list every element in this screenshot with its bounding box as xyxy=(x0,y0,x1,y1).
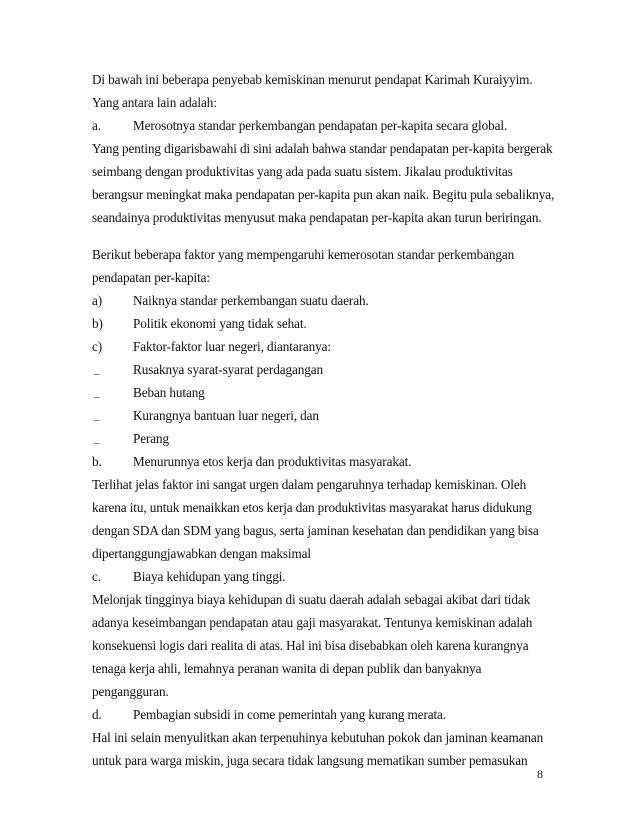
paragraph-3-line-2: pendapatan per-kapita: xyxy=(92,270,210,285)
paragraph-2-line-3: berangsur meningkat maka pendapatan per-kapita pun akan naik. Begitu pula sebaliknya, xyxy=(92,187,555,202)
factor-marker-a: a) xyxy=(92,293,103,308)
list-item-c-text: Biaya kehidupan yang tinggi. xyxy=(133,569,286,584)
paragraph-5-line-3: konsekuensi logis dari realita di atas. Hal ini bisa disebabkan oleh karena kurangnya xyxy=(92,638,529,653)
list-item-b-text: Menurunnya etos kerja dan produktivitas masyarakat. xyxy=(133,454,412,469)
paragraph-4-line-4: dipertanggungjawabkan dengan maksimal xyxy=(92,546,311,561)
dash-marker: _ xyxy=(94,364,100,376)
subfactor-text-2: Beban hutang xyxy=(133,385,205,400)
paragraph-5-line-5: pengangguran. xyxy=(92,684,169,699)
list-marker-c: c. xyxy=(92,569,101,584)
list-item-a-text: Merosotnya standar perkembangan pendapatan per-kapita secara global. xyxy=(133,118,508,133)
list-marker-d: d. xyxy=(92,707,102,722)
list-item-d-text: Pembagian subsidi in come pemerintah yang kurang merata. xyxy=(133,707,447,722)
paragraph-5-line-2: adanya keseimbangan pendapatan atau gaji masyarakat. Tentunya kemiskinan adalah xyxy=(92,615,533,630)
page-number: 8 xyxy=(537,767,543,781)
subfactor-text-1: Rusaknya syarat-syarat perdagangan xyxy=(133,362,323,377)
factor-marker-c: c) xyxy=(92,339,103,354)
paragraph-1-line-1: Di bawah ini beberapa penyebab kemiskinan menurut pendapat Karimah Kuraiyyim. xyxy=(92,72,533,87)
paragraph-3-line-1: Berikut beberapa faktor yang mempengaruhi kemerosotan standar perkembangan xyxy=(92,247,515,262)
paragraph-2-line-2: seimbang dengan produktivitas yang ada pada suatu sistem. Jikalau produktivitas xyxy=(92,164,513,179)
paragraph-2-line-1: Yang penting digarisbawahi di sini adalah bahwa standar pendapatan per-kapita bergerak xyxy=(92,141,553,156)
dash-marker: _ xyxy=(94,410,100,422)
dash-marker: _ xyxy=(94,387,100,399)
paragraph-4-line-3: dengan SDA dan SDM yang bagus, serta jaminan kesehatan dan pendidikan yang bisa xyxy=(92,523,539,538)
paragraph-4-line-2: karena itu, untuk menaikkan etos kerja dan produktivitas masyarakat harus didukung xyxy=(92,500,532,515)
paragraph-6-line-2: untuk para warga miskin, juga secara tidak langsung mematikan sumber pemasukan xyxy=(92,753,528,768)
paragraph-5-line-4: tenaga kerja ahli, lemahnya peranan wanita di depan publik dan banyaknya xyxy=(92,661,482,676)
factor-marker-b: b) xyxy=(92,316,103,331)
paragraph-4-line-1: Terlihat jelas faktor ini sangat urgen dalam pengaruhnya terhadap kemiskinan. Oleh xyxy=(92,477,527,492)
factor-text-b: Politik ekonomi yang tidak sehat. xyxy=(133,316,307,331)
paragraph-1-line-2: Yang antara lain adalah: xyxy=(92,95,217,110)
dash-marker: _ xyxy=(94,433,100,445)
list-marker-a: a. xyxy=(92,118,101,133)
list-marker-b: b. xyxy=(92,454,102,469)
paragraph-2-line-4: seandainya produktivitas menyusut maka pendapatan per-kapita akan turun beriringan. xyxy=(92,210,542,225)
paragraph-6-line-1: Hal ini selain menyulitkan akan terpenuhinya kebutuhan pokok dan jaminan keamanan xyxy=(92,730,544,745)
paragraph-5-line-1: Melonjak tingginya biaya kehidupan di suatu daerah adalah sebagai akibat dari tidak xyxy=(92,592,531,607)
factor-text-c: Faktor-faktor luar negeri, diantaranya: xyxy=(133,339,331,354)
subfactor-text-4: Perang xyxy=(133,431,170,446)
factor-text-a: Naiknya standar perkembangan suatu daerah. xyxy=(133,293,369,308)
subfactor-text-3: Kurangnya bantuan luar negeri, dan xyxy=(133,408,319,423)
